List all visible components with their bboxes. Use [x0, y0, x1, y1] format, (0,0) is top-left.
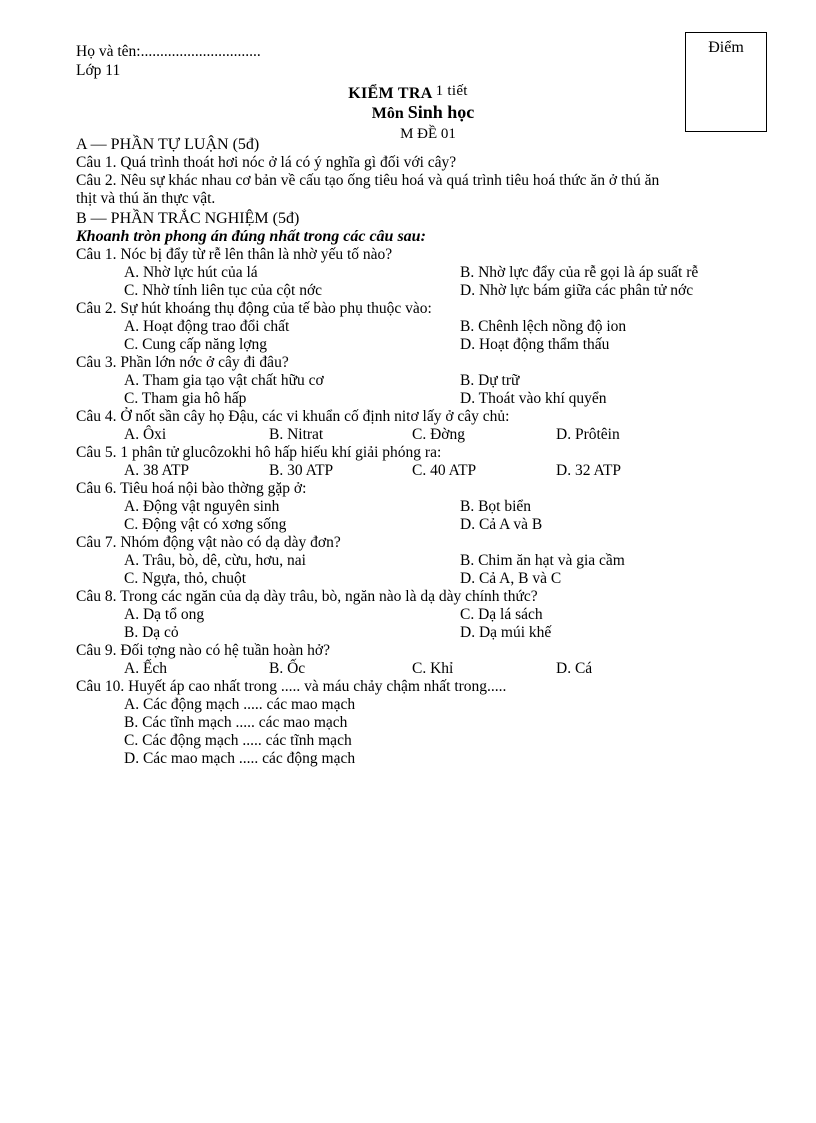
option-a: A. Trâu, bò, dê, cừu, hơu, nai — [124, 552, 306, 569]
mc-options-row — [76, 318, 776, 336]
option-d: D. 32 ATP — [556, 462, 622, 479]
mc-question-5: Câu 5. 1 phân tử glucôzokhi hô hấp hiếu khí giải phóng ra: — [76, 444, 442, 461]
option-d: D. Dạ múi khế — [460, 624, 552, 641]
mc-question-8: Câu 8. Trong các ngăn của dạ dày trâu, bò, ngăn nào là dạ dày chính thức? — [76, 588, 538, 605]
option-c: C. Đờng — [412, 426, 465, 443]
option-b: B. Nhờ lực đẩy của rễ gọi là áp suất rễ — [460, 264, 699, 281]
exam-content — [76, 134, 776, 768]
option-b: B. 30 ATP — [269, 462, 334, 479]
option-d: D. Hoạt động thẩm thấu — [460, 336, 610, 353]
option-d: D. Cá — [556, 660, 593, 677]
mc-question-9: Câu 9. Đối tợng nào có hệ tuần hoàn hở? — [76, 642, 331, 659]
option-c: C. 40 ATP — [412, 462, 477, 479]
essay-question-2-cont: thịt và thú ăn thực vật. — [76, 190, 216, 207]
option-a: A. Nhờ lực hút của lá — [124, 264, 258, 281]
essay-question-1: Câu 1. Quá trình thoát hơi nóc ở lá có ý nghĩa gì đối với cây? — [76, 154, 457, 171]
option-a: A. Tham gia tạo vật chất hữu cơ — [124, 372, 324, 389]
part-b-heading: B — PHẦN TRẮC NGHIỆM (5đ) — [76, 210, 300, 227]
mc-options-row — [76, 390, 776, 408]
class-line: Lớp 11 — [76, 62, 121, 79]
mc-question-7: Câu 7. Nhóm động vật nào có dạ dày đơn? — [76, 534, 341, 551]
option-b: B. Nitrat — [269, 426, 324, 443]
mc-question-1: Câu 1. Nóc bị đẩy từ rễ lên thân là nhờ yếu tố nào? — [76, 246, 393, 263]
mc-options-row — [76, 570, 776, 588]
mc-question-10: Câu 10. Huyết áp cao nhất trong ..... và máu chảy chậm nhất trong..... — [76, 678, 507, 695]
option-d: D. Thoát vào khí quyển — [460, 390, 607, 407]
option-a: A. Hoạt động trao đổi chất — [124, 318, 290, 335]
mc-question-3: Câu 3. Phần lớn nớc ở cây đi đâu? — [76, 354, 289, 371]
option-a: A. Ôxi — [124, 426, 167, 443]
option-b: B. Chim ăn hạt và gia cầm — [460, 552, 625, 569]
mc-options-row — [76, 282, 776, 300]
exam-code: M ĐỀ 01 — [400, 126, 456, 142]
option-b: B. Dự trữ — [460, 372, 520, 389]
instruction: Khoanh tròn phong án đúng nhất trong các câu sau: — [76, 228, 426, 245]
mc-options-row — [76, 426, 776, 444]
option-c: C. Khỉ — [412, 660, 454, 677]
option-d: D. Cả A, B và C — [460, 570, 562, 587]
score-label: Điểm — [708, 39, 744, 56]
title-line1: KIỂM TRA 1 tiết — [348, 83, 468, 102]
mc-options-row — [76, 552, 776, 570]
option-b: B. Ốc — [269, 660, 306, 677]
option-c: C. Nhờ tính liên tục của cột nớc — [124, 282, 323, 299]
mc-question-2: Câu 2. Sự hút khoáng thụ động của tế bào phụ thuộc vào: — [76, 300, 432, 317]
option-c: C. Ngựa, thỏ, chuột — [124, 570, 247, 587]
mc-options-row — [76, 516, 776, 534]
option-a: A. Dạ tổ ong — [124, 606, 205, 623]
option-d: D. Prôtêin — [556, 426, 620, 443]
option-a: A. Các động mạch ..... các mao mạch — [124, 696, 356, 713]
mc-options-row — [76, 462, 776, 480]
option-a: A. 38 ATP — [124, 462, 190, 479]
option-d: D. Nhờ lực bám giữa các phân tử nớc — [460, 282, 694, 299]
option-b: B. Bọt biển — [460, 498, 532, 515]
mc-options-row — [76, 372, 776, 390]
part-a-heading: A — PHẦN TỰ LUẬN (5đ) — [76, 136, 260, 153]
mc-options-row — [76, 660, 776, 678]
mc-options-row — [76, 498, 776, 516]
name-line: Họ và tên:............................... — [76, 43, 261, 60]
title-line2: Môn Sinh học — [371, 102, 475, 122]
option-c: C. Dạ lá sách — [460, 606, 543, 623]
mc-options-row — [76, 606, 776, 624]
option-a: A. Động vật nguyên sinh — [124, 498, 280, 515]
mc-options-row — [76, 264, 776, 282]
option-b: B. Chênh lệch nồng độ ion — [460, 318, 627, 335]
option-b: B. Dạ cỏ — [124, 624, 179, 641]
mc-question-4: Câu 4. Ở nốt sần cây họ Đậu, các vi khuẩn cố định nitơ lấy ở cây chủ: — [76, 408, 510, 425]
mc-options-row — [76, 624, 776, 642]
student-info — [76, 42, 261, 80]
mc-options-row — [76, 336, 776, 354]
essay-question-2: Câu 2. Nêu sự khác nhau cơ bản về cấu tạo ống tiêu hoá và quá trình tiêu hoá thức ăn ở thú ăn — [76, 172, 660, 189]
option-c: C. Cung cấp năng lợng — [124, 336, 267, 353]
option-d: D. Các mao mạch ..... các động mạch — [124, 750, 356, 767]
option-b: B. Các tĩnh mạch ..... các mao mạch — [124, 714, 348, 731]
option-c: C. Động vật có xơng sống — [124, 516, 287, 533]
option-d: D. Cả A và B — [460, 516, 543, 533]
option-a: A. Ếch — [124, 660, 168, 677]
option-c: C. Tham gia hô hấp — [124, 390, 247, 407]
option-c: C. Các động mạch ..... các tĩnh mạch — [124, 732, 352, 749]
mc-question-6: Câu 6. Tiêu hoá nội bào thờng gặp ở: — [76, 480, 307, 497]
